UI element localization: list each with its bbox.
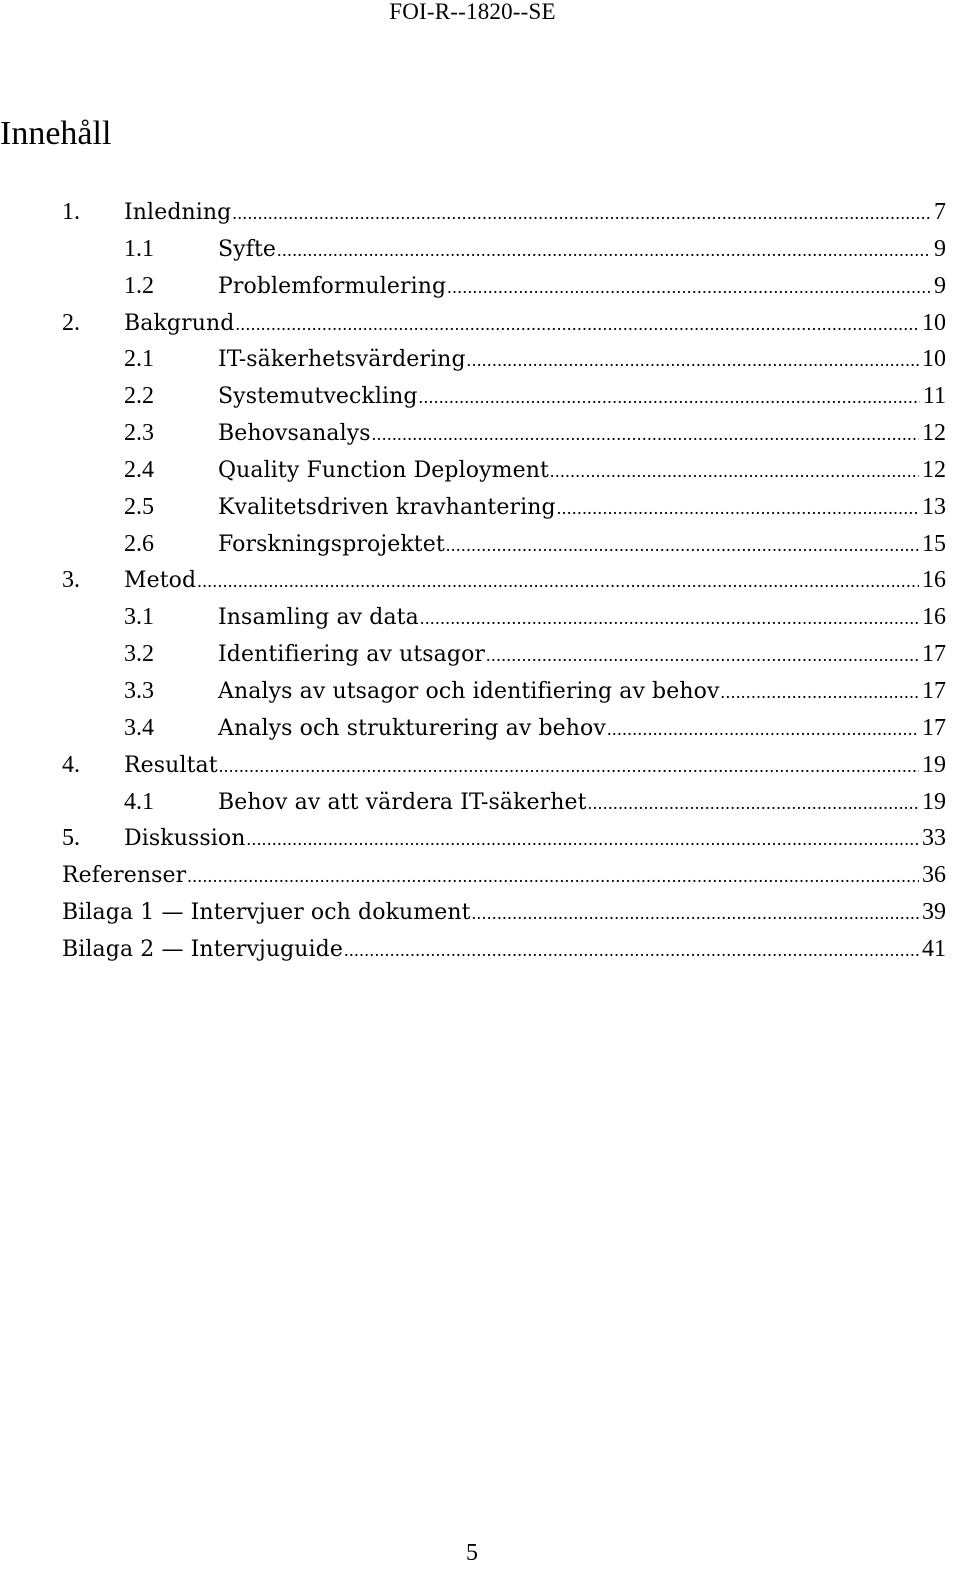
toc-entry-title: Quality Function Deployment	[218, 457, 549, 483]
toc-entry[interactable]	[62, 526, 946, 563]
toc-dot-leader	[447, 269, 931, 306]
toc-entry-page: 41	[922, 935, 946, 962]
toc-dot-leader	[187, 858, 919, 895]
toc-entry-page: 15	[922, 530, 946, 557]
toc-entry-title: Inledning	[124, 200, 232, 225]
toc-entry-number: 3.4	[124, 714, 154, 741]
toc-entry-number: 2.4	[124, 456, 154, 483]
toc-entry-title: Problemformulering	[218, 273, 447, 299]
toc-dot-leader	[419, 379, 920, 416]
toc-entry-title: Kvalitetsdriven kravhantering	[218, 494, 556, 520]
toc-entry-page: 12	[922, 420, 946, 447]
toc-entry-number: 3.	[62, 567, 80, 594]
toc-entry[interactable]	[62, 857, 946, 894]
toc-entry[interactable]	[62, 268, 946, 305]
toc-entry-page: 7	[934, 199, 946, 225]
table-of-contents	[62, 194, 946, 968]
toc-dot-leader	[557, 490, 919, 527]
toc-dot-leader	[197, 563, 919, 600]
toc-dot-leader	[235, 306, 919, 343]
toc-entry-number: 2.6	[124, 530, 154, 557]
running-header: FOI-R--1820--SE	[389, 0, 556, 24]
toc-entry-page: 9	[934, 235, 946, 262]
toc-entry-page: 12	[922, 456, 946, 483]
toc-entry-page: 39	[922, 899, 946, 926]
toc-entry-title: Syfte	[218, 236, 277, 262]
toc-entry[interactable]	[62, 341, 946, 378]
toc-entry-number: 2.	[62, 309, 80, 336]
toc-entry[interactable]	[62, 820, 946, 857]
toc-entry-number: 1.1	[124, 235, 154, 262]
toc-entry-page: 33	[922, 825, 946, 852]
toc-entry-page: 36	[922, 862, 946, 889]
toc-entry-title: Insamling av data	[218, 605, 419, 631]
toc-entry-number: 2.5	[124, 493, 154, 520]
toc-entry[interactable]	[62, 305, 946, 342]
toc-entry-title: Metod	[124, 568, 197, 594]
toc-entry[interactable]	[62, 378, 946, 415]
toc-entry-page: 17	[922, 714, 946, 741]
toc-entry-title: Analys av utsagor och identifiering av behov	[218, 678, 720, 704]
toc-entry-title: Diskussion	[124, 826, 246, 852]
toc-entry[interactable]	[62, 452, 946, 489]
toc-entry-number: 2.2	[124, 383, 154, 410]
toc-dot-leader	[607, 711, 919, 748]
toc-entry-page: 17	[922, 641, 946, 668]
toc-entry-title: Forskningsprojektet	[218, 531, 445, 557]
toc-dot-leader	[446, 527, 919, 564]
toc-dot-leader	[467, 342, 919, 379]
toc-entry-number: 5.	[62, 825, 80, 852]
toc-entry-number: 1.2	[124, 272, 154, 299]
toc-dot-leader	[344, 932, 919, 969]
toc-entry-number: 4.1	[124, 788, 154, 815]
toc-dot-leader	[420, 600, 919, 637]
toc-entry[interactable]	[62, 636, 946, 673]
toc-entry-title: Behovsanalys	[218, 421, 371, 447]
toc-entry-title: Analys och strukturering av behov	[218, 715, 606, 741]
toc-dot-leader	[550, 453, 919, 490]
toc-entry[interactable]	[62, 562, 946, 599]
toc-dot-leader	[232, 195, 931, 232]
toc-entry-number: 3.1	[124, 604, 154, 631]
toc-entry-number: 2.3	[124, 420, 154, 447]
toc-entry[interactable]	[62, 489, 946, 526]
toc-entry-number: 3.2	[124, 641, 154, 668]
toc-entry-title: Behov av att värdera IT-säkerhet	[218, 789, 587, 815]
toc-entry-number: 4.	[62, 751, 80, 778]
toc-entry-page: 13	[922, 493, 946, 520]
toc-dot-leader	[721, 674, 919, 711]
toc-entry-title: Referenser	[62, 863, 187, 889]
toc-entry[interactable]	[62, 194, 946, 231]
toc-entry-page: 10	[922, 346, 946, 373]
toc-entry[interactable]	[62, 710, 946, 747]
toc-entry-page: 16	[922, 604, 946, 631]
toc-entry-title: Identifiering av utsagor	[218, 642, 486, 668]
toc-entry-number: 3.3	[124, 677, 154, 704]
toc-dot-leader	[277, 232, 931, 269]
toc-dot-leader	[472, 895, 919, 932]
toc-entry-title: Resultat	[124, 752, 218, 778]
toc-entry-page: 9	[934, 272, 946, 299]
toc-dot-leader	[219, 748, 919, 785]
toc-entry[interactable]	[62, 747, 946, 784]
toc-entry-page: 16	[922, 567, 946, 594]
toc-dot-leader	[588, 785, 919, 822]
toc-title: Innehåll	[0, 115, 112, 152]
toc-entry-page: 17	[922, 677, 946, 704]
toc-entry[interactable]	[62, 931, 946, 968]
toc-entry-title: Systemutveckling	[218, 384, 418, 410]
toc-entry-page: 19	[922, 751, 946, 778]
toc-entry[interactable]	[62, 599, 946, 636]
toc-entry-title: Bilaga 1 — Intervjuer och dokument	[62, 900, 471, 926]
toc-entry-number: 2.1	[124, 346, 154, 373]
page-number: 5	[466, 1540, 478, 1566]
toc-entry-number: 1.	[62, 199, 80, 225]
toc-entry[interactable]	[62, 784, 946, 821]
toc-entry-title: Bakgrund	[124, 310, 235, 336]
toc-dot-leader	[372, 416, 919, 453]
toc-entry[interactable]	[62, 894, 946, 931]
toc-entry-title: Bilaga 2 — Intervjuguide	[62, 936, 343, 962]
toc-entry-page: 10	[922, 309, 946, 336]
toc-entry[interactable]	[62, 231, 946, 268]
toc-entry[interactable]	[62, 415, 946, 452]
toc-entry-title: IT-säkerhetsvärdering	[218, 347, 466, 373]
toc-dot-leader	[247, 821, 920, 858]
toc-dot-leader	[486, 637, 919, 674]
toc-entry-page: 11	[922, 383, 946, 410]
toc-entry-page: 19	[922, 788, 946, 815]
toc-entry[interactable]	[62, 673, 946, 710]
